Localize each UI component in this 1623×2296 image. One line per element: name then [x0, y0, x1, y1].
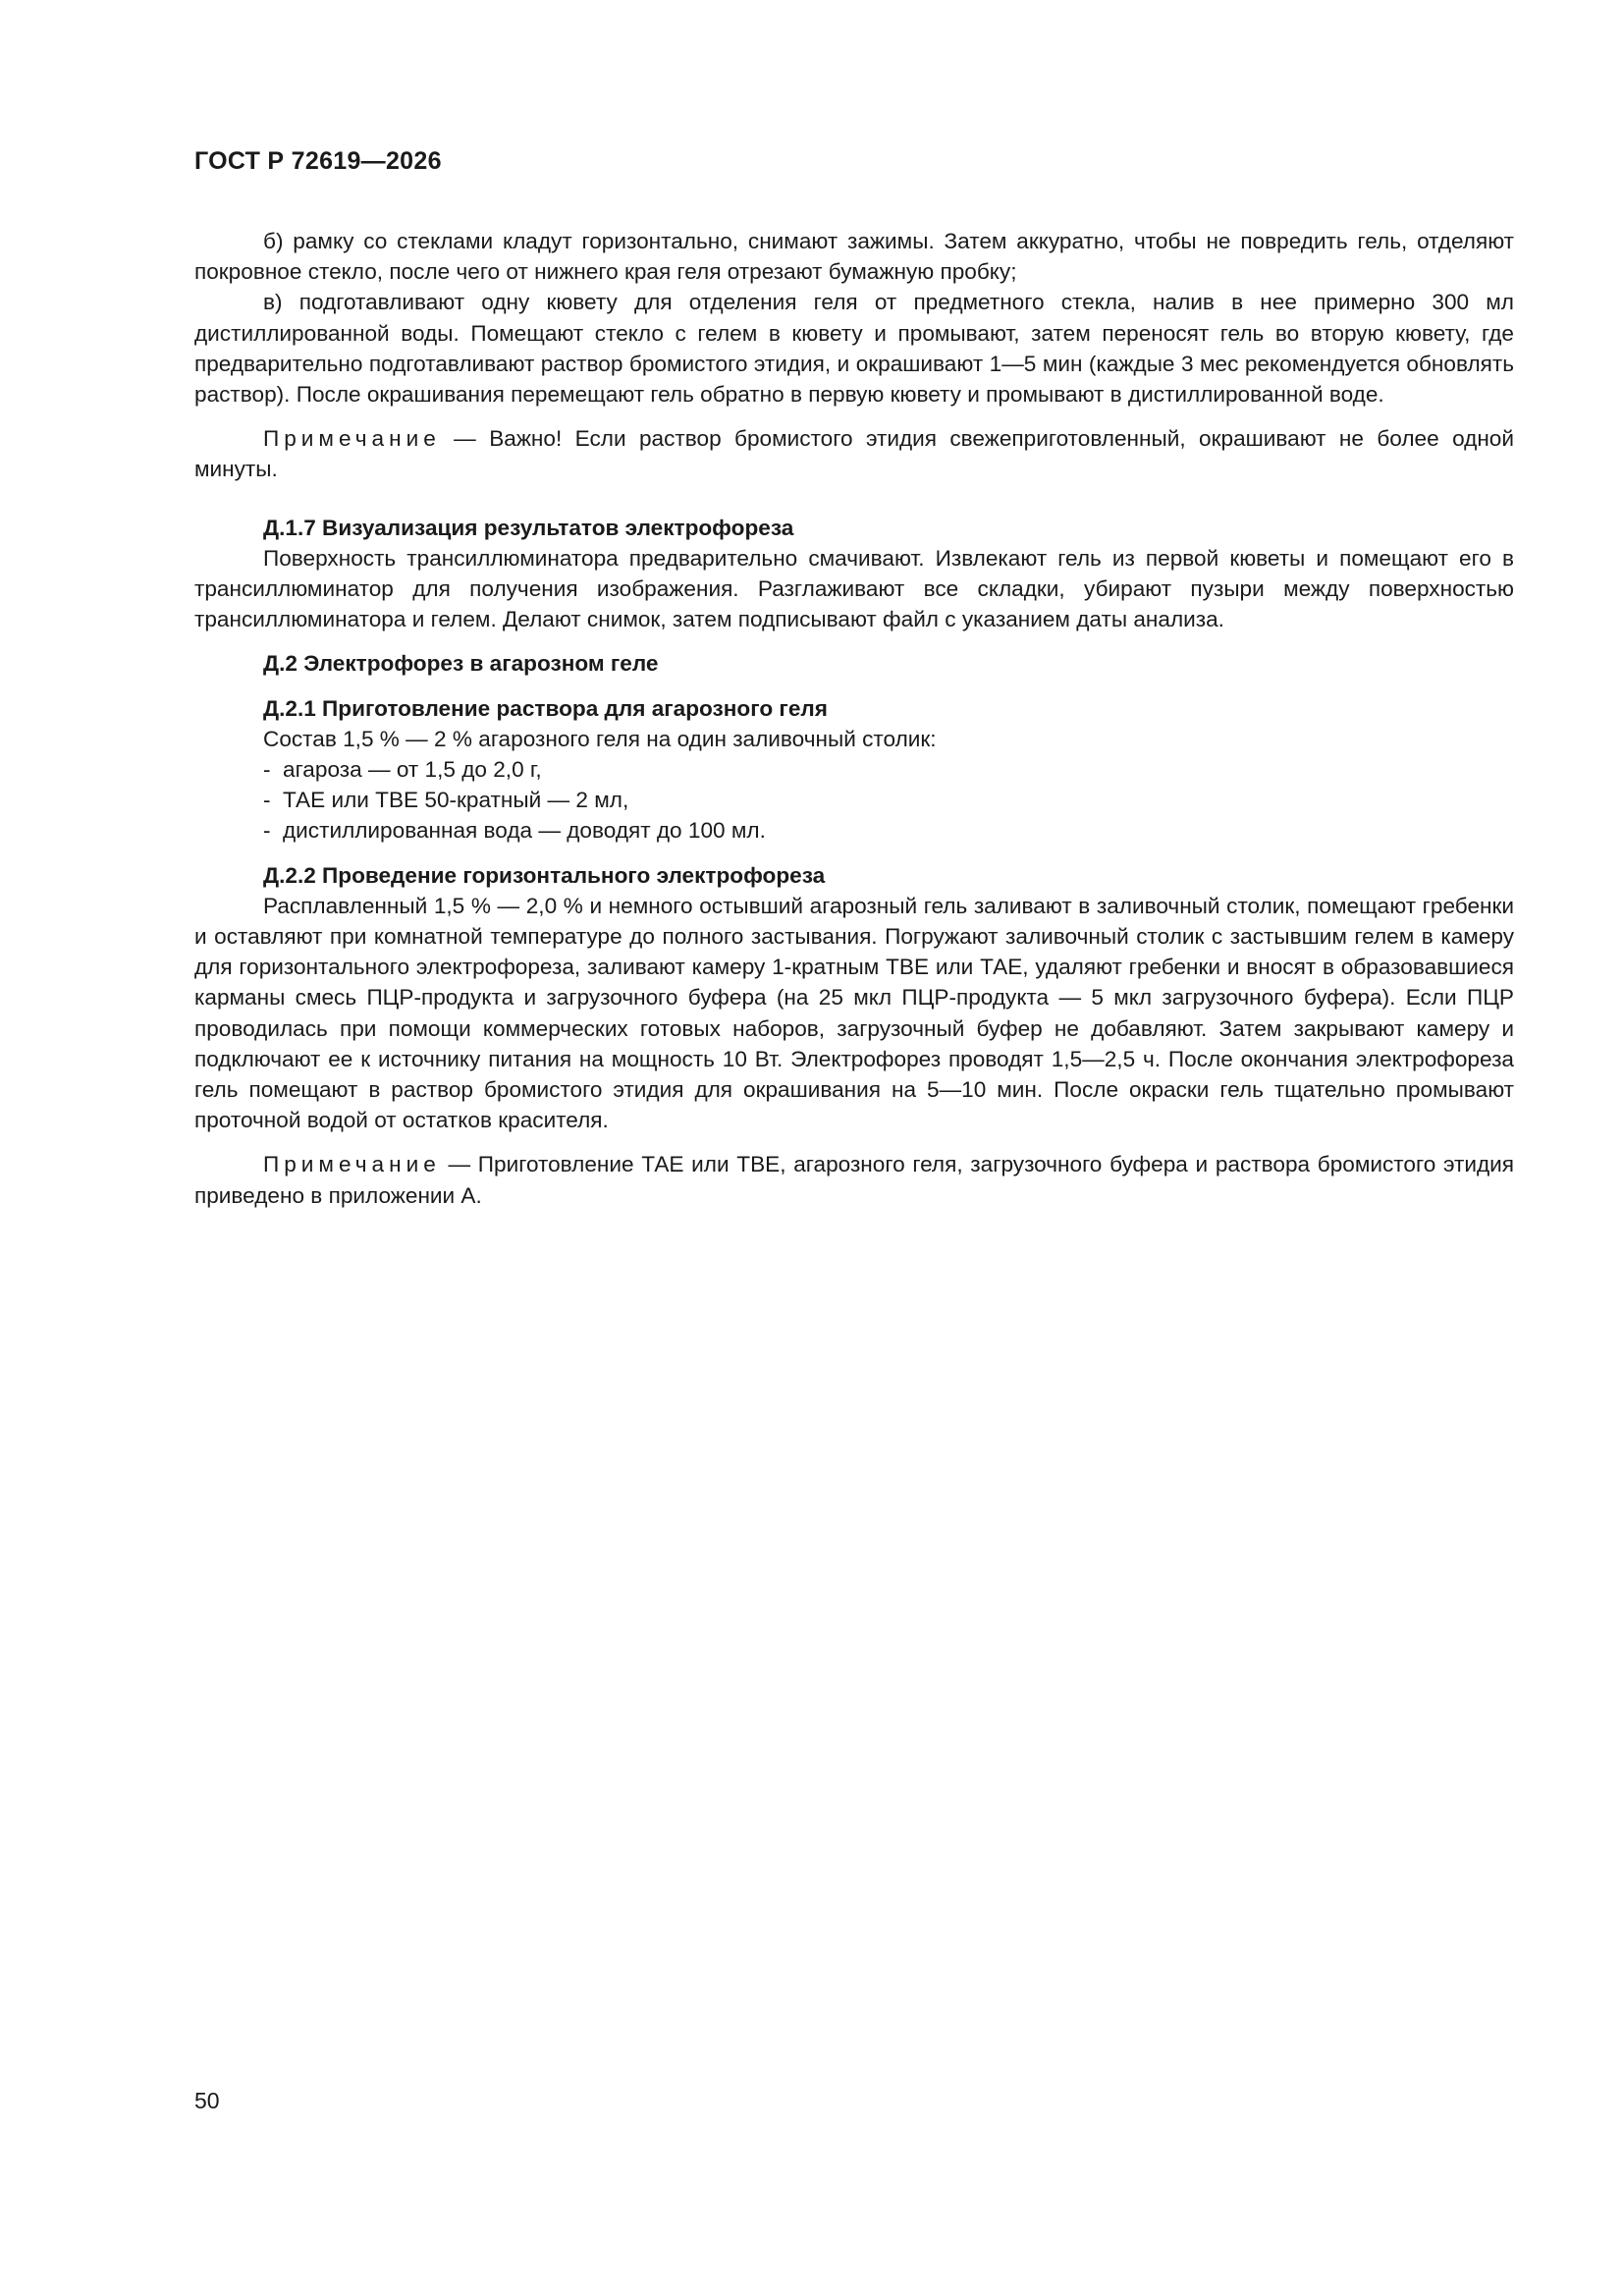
note-1-text: Важно! Если раствор бромистого этидия свежеприготовленный, окрашивают не более одной минуты. — [194, 426, 1514, 482]
paragraph-b: б) рамку со стеклами кладут горизонтально, снимают зажимы. Затем аккуратно, чтобы не повредить гель, отделяют покровное стекло, после чего от нижнего края геля отрезают бумажную пробку; — [194, 229, 1514, 285]
list-item: - агароза — от 1,5 до 2,0 г, — [263, 754, 1514, 785]
section-d21-intro: Состав 1,5 % — 2 % агарозного геля на один заливочный столик: — [263, 726, 937, 751]
note-2-dash: — — [440, 1152, 478, 1177]
page-content — [194, 226, 1514, 1211]
note-2-label: Примечание — [263, 1152, 441, 1177]
section-d17-text: Поверхность трансиллюминатора предварительно смачивают. Извлекают гель из первой кюветы и помещают его в трансиллюминатор для получения изображения. Разглаживают все складки, убирают пузыри между поверхностью трансиллюминатора и гелем. Делают снимок, затем подписывают файл с указанием даты анализа. — [194, 545, 1514, 632]
note-1-dash: — — [440, 426, 490, 452]
list-item: - ТАЕ или ТВЕ 50-кратный — 2 мл, — [263, 785, 1514, 815]
note-1 — [194, 423, 1514, 484]
note-2 — [194, 1149, 1514, 1210]
paragraph-v: в) подготавливают одну кювету для отделения геля от предметного стекла, налив в нее примерно 300 мл дистиллированной воды. Помещают стекло с гелем в кювету и промывают, затем переносят гель во вторую кювету, где предварительно подготавливают раствор бромистого этидия, и окрашивают 1—5 мин (каждые 3 мес рекомендуется обновлять раствор). После окрашивания перемещают гель обратно в первую кювету и промывают в дистиллированной воде. — [194, 290, 1514, 408]
section-d22-heading: Д.2.2 Проведение горизонтального электрофореза — [263, 862, 826, 888]
document-code-header: ГОСТ Р 72619—2026 — [194, 147, 442, 175]
section-d21-heading: Д.2.1 Приготовление раствора для агарозного геля — [263, 695, 828, 721]
note-2-text: Приготовление ТАЕ или ТВЕ, агарозного геля, загрузочного буфера и раствора бромистого этидия приведено в приложении А. — [194, 1152, 1515, 1208]
composition-list — [194, 754, 1514, 847]
note-1-label: Примечание — [263, 426, 441, 452]
section-d22-text: Расплавленный 1,5 % — 2,0 % и немного остывший агарозный гель заливают в заливочный столик, помещают гребенки и оставляют при комнатной температуре до полного застывания. Погружают заливочный столик с застывшим гелем в камеру для горизонтального электрофореза, заливают камеру 1-кратным ТВЕ или ТАЕ, удаляют гребенки и вносят в образовавшиеся карманы смесь ПЦР-продукта и загрузочного буфера (на 25 мкл ПЦР-продукта — 5 мкл загрузочного буфера). Если ПЦР проводилась при помощи коммерческих готовых наборов, загрузочный буфер не добавляют. Затем закрывают камеру и подключают ее к источнику питания на мощность 10 Вт. Электрофорез проводят 1,5—2,5 ч. После окончания электрофореза гель помещают в раствор бромистого этидия для окрашивания на 5—10 мин. После окраски гель тщательно промывают проточной водой от остатков красителя. — [194, 893, 1514, 1133]
section-d2-heading: Д.2 Электрофорез в агарозном геле — [263, 651, 659, 677]
list-item: - дистиллированная вода — доводят до 100 мл. — [263, 815, 1514, 846]
section-d17-heading: Д.1.7 Визуализация результатов электрофореза — [263, 515, 794, 540]
page-number: 50 — [194, 2088, 220, 2113]
